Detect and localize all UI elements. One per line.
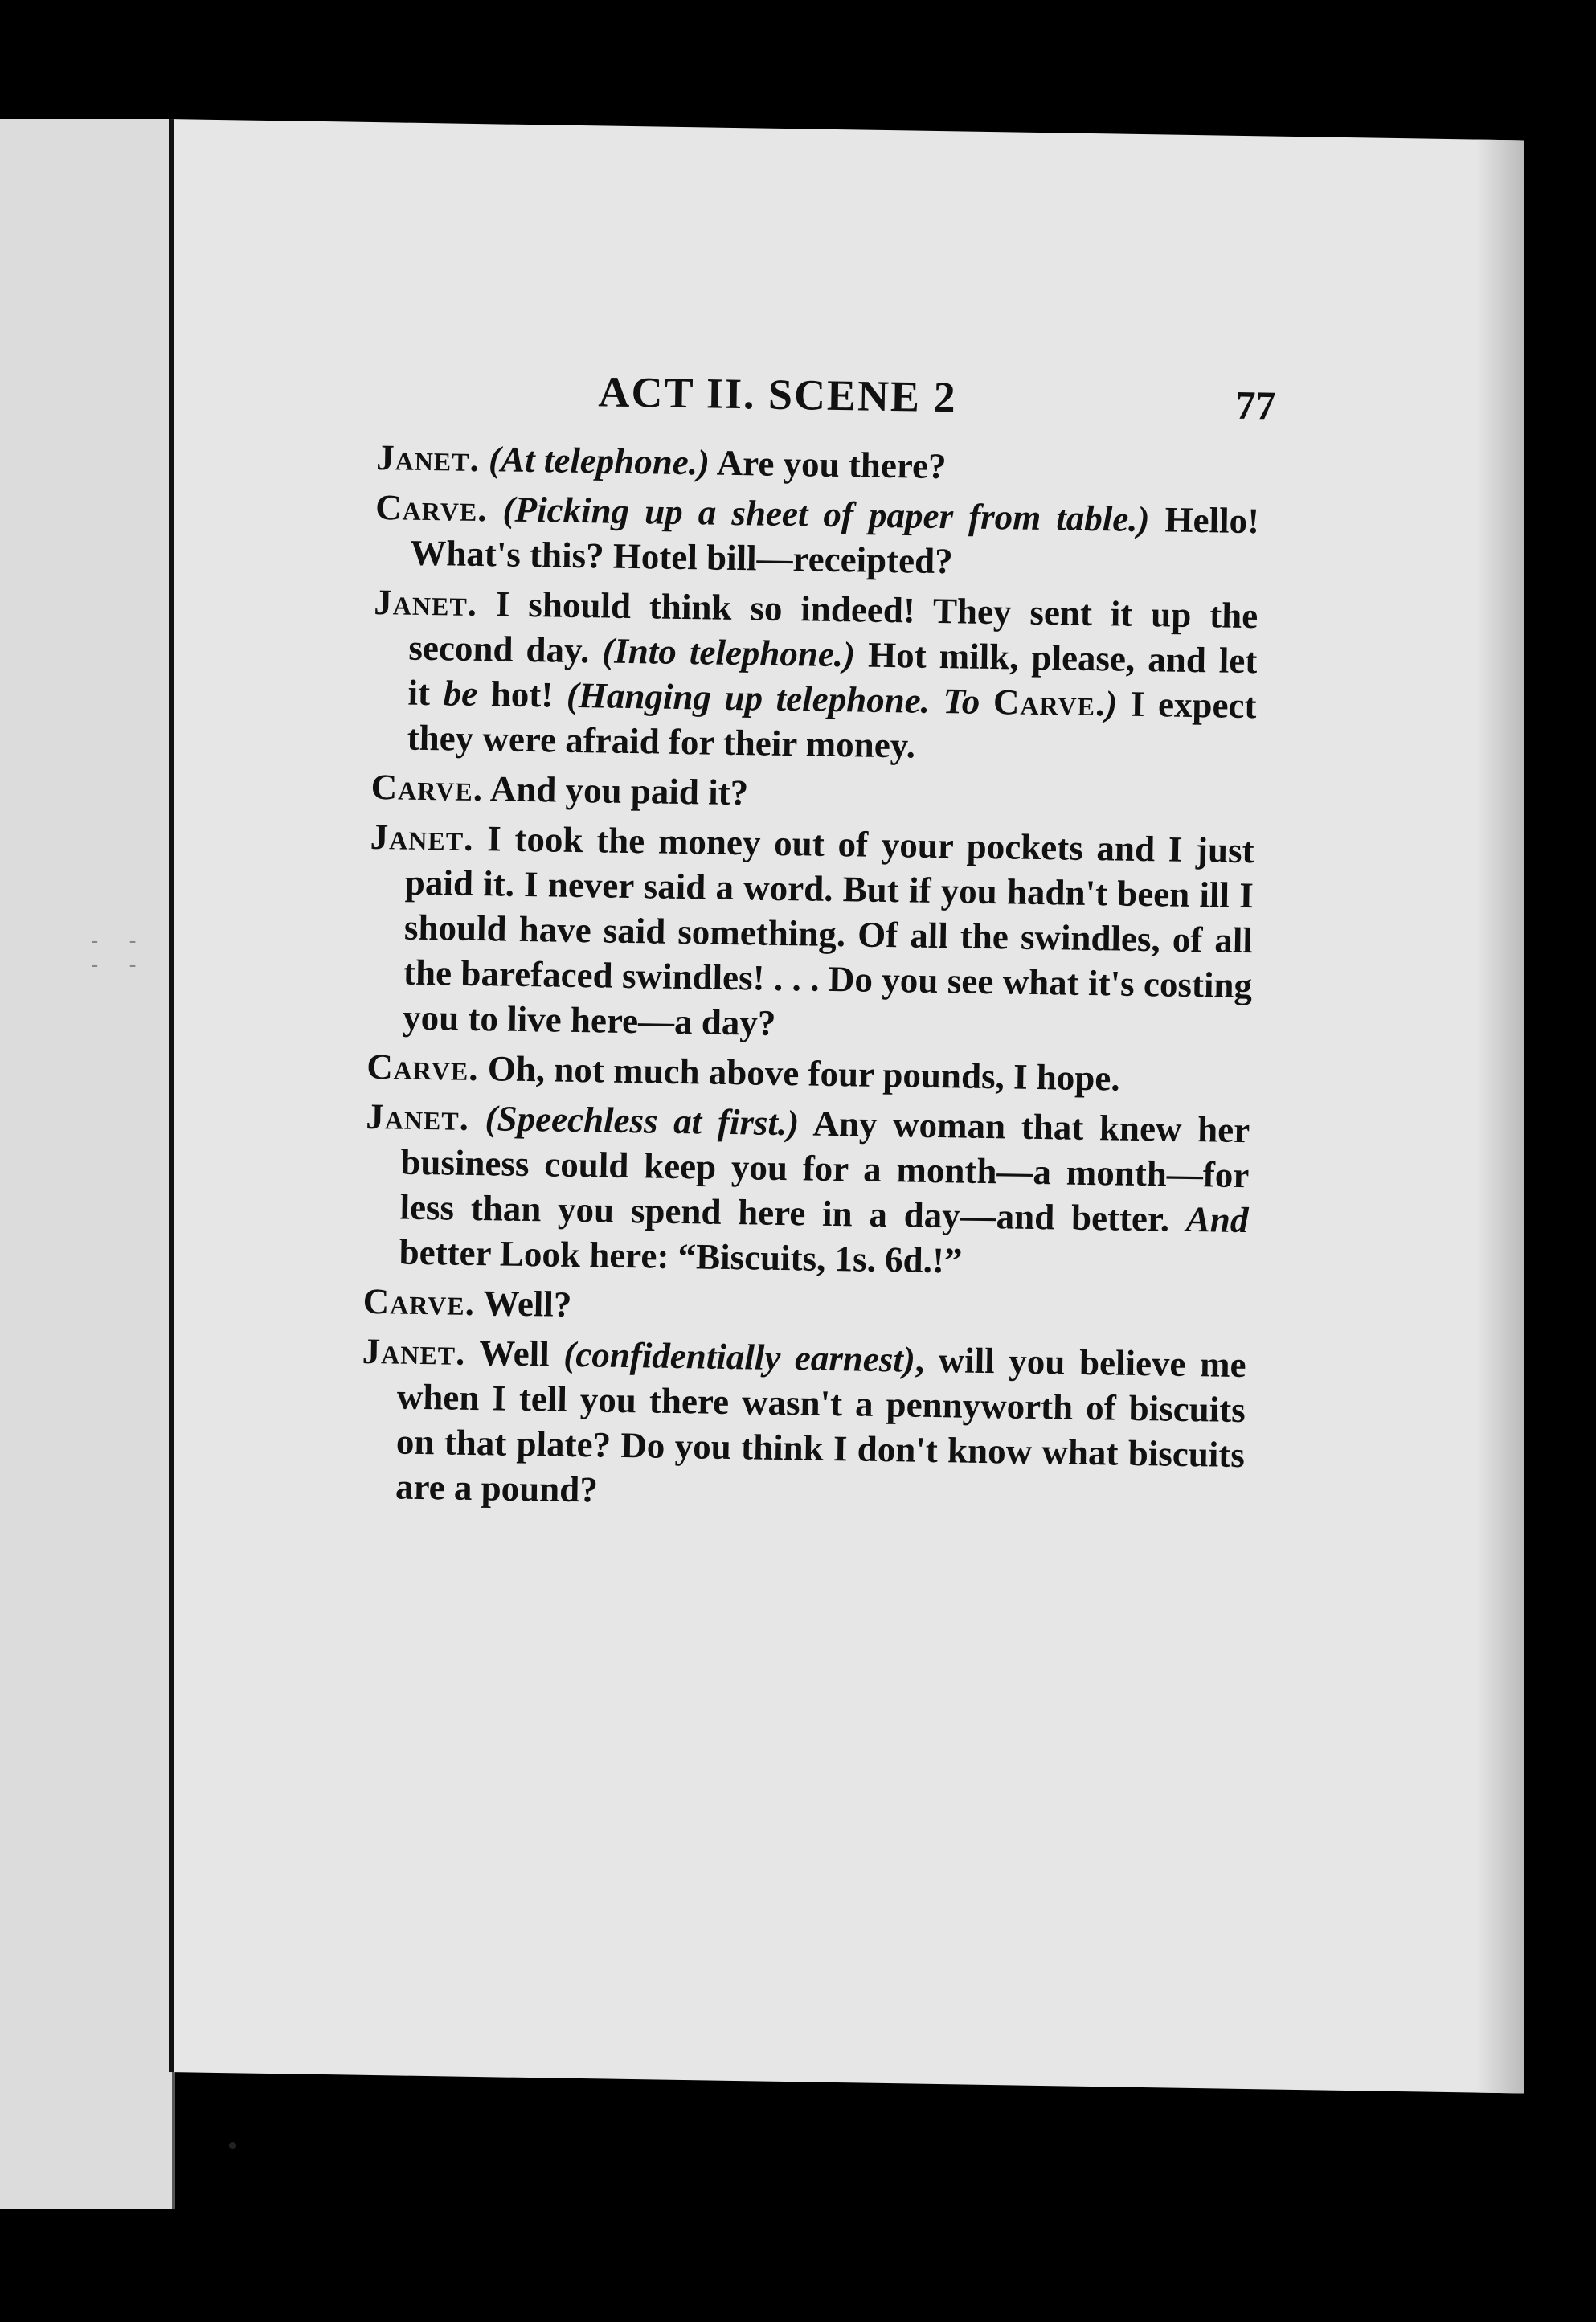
page-header [377, 366, 1276, 447]
speech-text: Hello! What's this? Hotel bill—receipted? [409, 499, 1260, 582]
speech-text: better Look here: “Biscuits, 1s. 6d.!” [399, 1231, 963, 1281]
stage-direction: And [1185, 1198, 1249, 1241]
speaker-name: Janet. [365, 1095, 470, 1138]
speaker-name: Carve. [374, 486, 488, 530]
speech-text: I took the money out of your pockets and I just paid it. I never said a word. But if you hadn't been ill I should have said something. Of all the swindles, of all the barefaced swindles! . . . Do you see what it's costing you to live here—a day? [402, 818, 1255, 1043]
stage-direction: ) [1104, 683, 1118, 724]
speech-paragraph [374, 485, 1260, 588]
speaker-name: Carve. [370, 766, 484, 809]
speech-text: Carve. [992, 682, 1106, 724]
speech-text: Hot milk, please, and let it [407, 634, 1258, 714]
speaker-name: Carve. [362, 1280, 476, 1324]
speech-paragraph [371, 579, 1258, 773]
speech-text: Any woman that knew her business could keep you for a month—a month—for less than you spend here in a day—and better. [399, 1103, 1250, 1239]
speech-text: hot! [477, 674, 567, 715]
speech-text: I should think so indeed! They sent it up the second day. [408, 584, 1258, 671]
stage-direction: (Picking up a sheet of paper from table.) [502, 489, 1150, 540]
speech-text: Are you there? [709, 442, 947, 487]
stage-direction: (Speechless at first.) [485, 1098, 800, 1144]
stage-direction: (Hanging up telephone. To [566, 674, 994, 723]
speech-text: I expect they were afraid for their money. [407, 683, 1257, 766]
speaker-name: Janet. [362, 1330, 466, 1373]
speech-text: Well? [483, 1283, 572, 1325]
page-content [360, 366, 1276, 1527]
speaker-name: Janet. [370, 816, 474, 858]
speech-paragraph [370, 764, 1255, 823]
speech-paragraph [362, 1279, 1247, 1337]
speech-paragraph [363, 1094, 1250, 1288]
dialogue [360, 435, 1261, 1522]
facing-page-marks: - - - - [88, 929, 145, 977]
running-head: ACT II. SCENE 2 [598, 367, 958, 422]
stage-direction: (confidentially earnest) [563, 1333, 916, 1380]
speaker-name: Janet. [373, 581, 478, 624]
speech-paragraph [360, 1329, 1246, 1522]
speech-paragraph [366, 1044, 1251, 1103]
speaker-name: Janet. [375, 436, 481, 480]
speech-paragraph [367, 814, 1254, 1053]
stage-direction: (Into telephone.) [601, 630, 856, 675]
page-edge-shadow [1475, 140, 1524, 2094]
speech-text: And you paid it? [489, 768, 749, 813]
ink-speck [229, 2142, 236, 2149]
speech-text: Well [478, 1333, 564, 1374]
stage-direction: (At telephone.) [488, 439, 710, 483]
facing-page-edge [0, 119, 175, 2209]
page-number: 77 [1234, 382, 1276, 428]
speech-text: Oh, not much above four pounds, I hope. [487, 1048, 1121, 1099]
stage-direction: be [443, 673, 478, 714]
speaker-name: Carve. [366, 1046, 479, 1089]
speech-text: , will you believe me when I tell you there wasn't a pennyworth of biscuits on that plate? Do you think I don't know what biscuits are a pound? [395, 1339, 1246, 1510]
